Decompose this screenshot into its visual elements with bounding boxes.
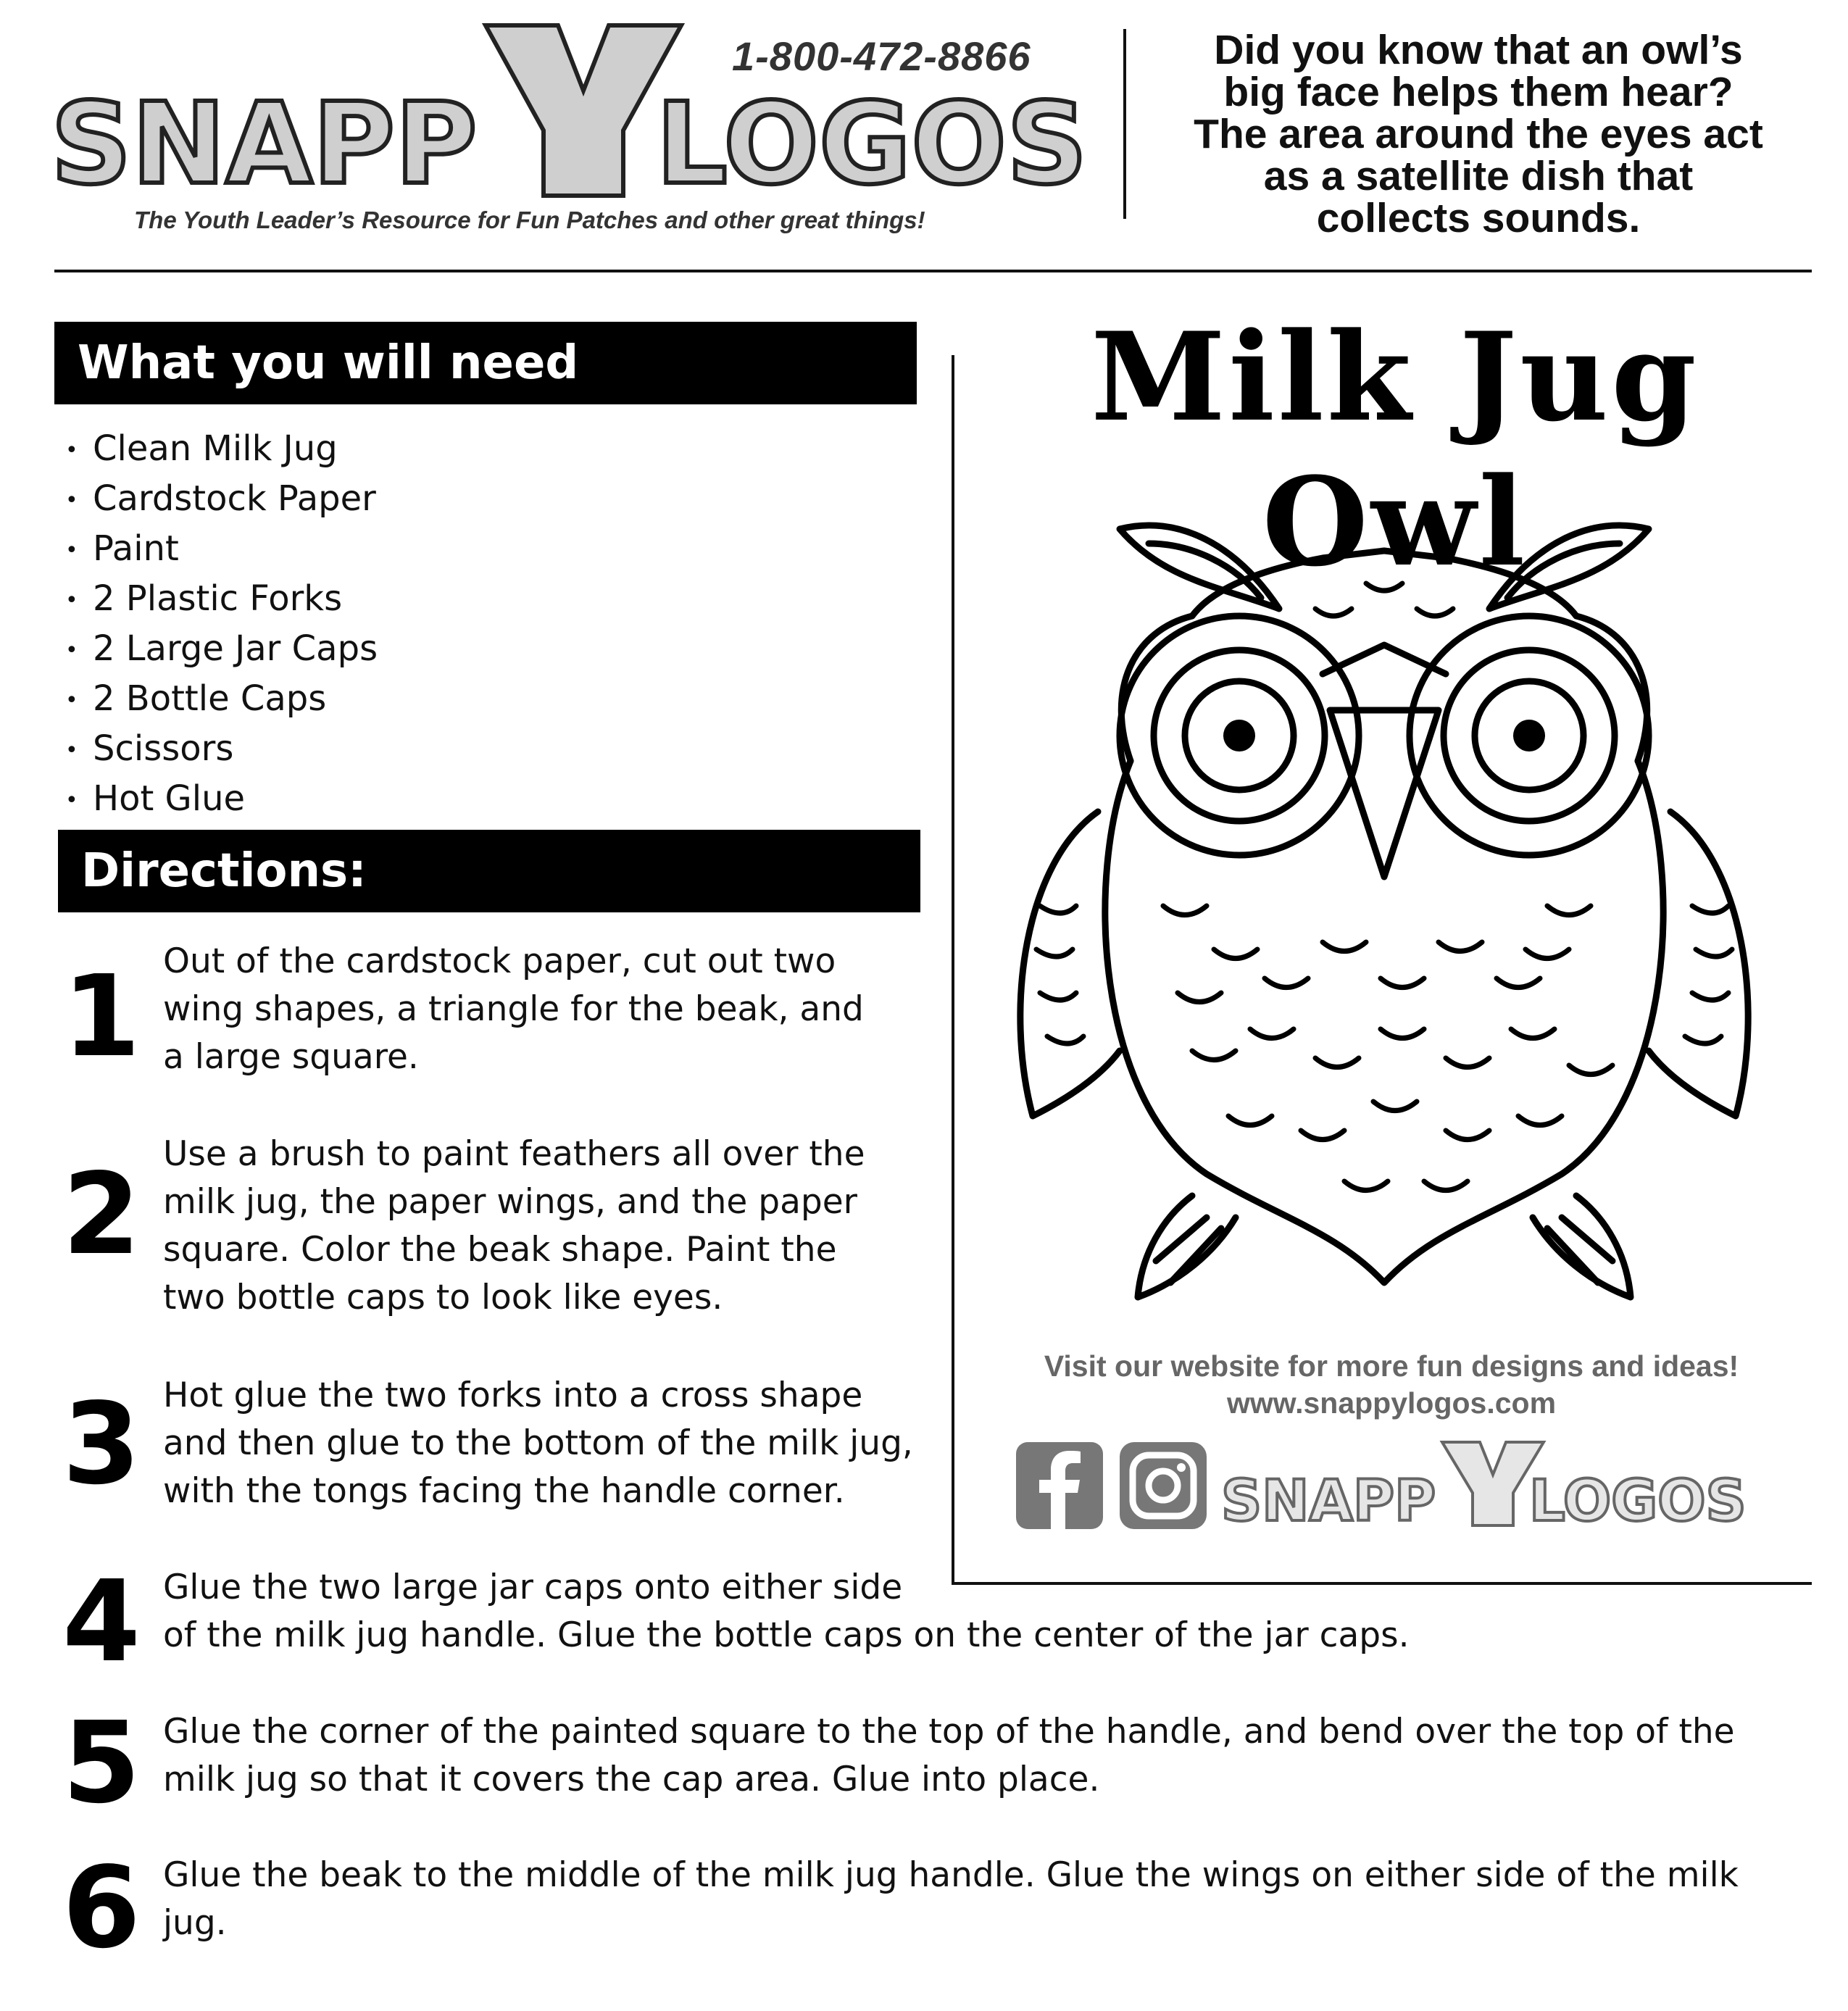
step-text: Use a brush to paint feathers all over the milk jug, the paper wings, and the paper square. Color the beak shape. Paint the two bottle caps to look like eyes. <box>163 1134 865 1317</box>
instagram-icon[interactable] <box>1120 1442 1207 1529</box>
supply-label: Paint <box>93 528 179 569</box>
svg-text:SNAPP: SNAPP <box>51 78 478 209</box>
supply-label: 2 Bottle Caps <box>93 678 327 719</box>
list-item <box>65 475 378 525</box>
facebook-icon[interactable] <box>1016 1442 1103 1529</box>
header-divider <box>1123 29 1126 219</box>
list-item <box>65 575 378 625</box>
list-item <box>65 725 378 775</box>
supply-label: Hot Glue <box>93 778 246 819</box>
supply-label: 2 Plastic Forks <box>93 578 343 619</box>
svg-text:LOGOS: LOGOS <box>1529 1469 1747 1534</box>
list-item <box>65 775 378 825</box>
directions-heading: Directions: <box>58 830 920 912</box>
bullet: • <box>65 488 78 513</box>
header-rule <box>54 270 1812 272</box>
needs-heading: What you will need <box>54 322 917 404</box>
bullet: • <box>65 638 78 663</box>
step-number: 6 <box>62 1842 141 1973</box>
step-number: 3 <box>62 1378 141 1510</box>
step-text: Glue the two large jar caps onto either side of the milk jug handle. Glue the bottle caps on the center of the jar caps. <box>163 1567 1410 1655</box>
supplies-list <box>65 425 378 825</box>
box-bottom-border <box>952 1582 1812 1585</box>
visit-website-text: Visit our website for more fun designs and ideas! <box>1044 1349 1739 1383</box>
tagline: The Youth Leader’s Resource for Fun Patches and other great things! <box>134 207 925 233</box>
bullet: • <box>65 588 78 613</box>
step-text: Out of the cardstock paper, cut out two wing shapes, a triangle for the beak, and a large square. <box>163 941 864 1077</box>
supply-label: 2 Large Jar Caps <box>93 628 378 669</box>
step-number: 1 <box>62 951 141 1082</box>
bullet: • <box>65 738 78 763</box>
owl-illustration <box>975 500 1794 1348</box>
bullet: • <box>65 688 78 713</box>
step-number: 5 <box>62 1697 141 1828</box>
phone-number: 1-800-472-8866 <box>732 33 1031 79</box>
craft-title: Milk Jug Owl <box>1091 305 1699 594</box>
list-item <box>65 525 378 575</box>
owl-fact: Did you know that an owl’s big face helps them hear? The area around the eyes act as a satellite dish that collects sounds. <box>1194 27 1763 241</box>
snappylogos-logo-small <box>1218 1420 1765 1536</box>
step-number: 2 <box>62 1149 141 1280</box>
svg-text:LOGOS: LOGOS <box>656 78 1088 209</box>
step-text: Glue the beak to the middle of the milk jug handle. Glue the wings on either side of the milk jug. <box>163 1855 1739 1943</box>
list-item <box>65 625 378 675</box>
step-number: 4 <box>62 1556 141 1687</box>
supply-label: Clean Milk Jug <box>93 428 338 469</box>
step-text: Hot glue the two forks into a cross shape and then glue to the bottom of the milk jug, with the tongs facing the handle corner. <box>163 1375 913 1511</box>
bullet: • <box>65 438 78 463</box>
supply-label: Scissors <box>93 728 234 769</box>
website-link[interactable]: www.snappylogos.com <box>1226 1386 1557 1420</box>
box-left-border <box>952 355 954 1585</box>
list-item <box>65 675 378 725</box>
step-text: Glue the corner of the painted square to the top of the handle, and bend over the top of the milk jug so that it covers the cap area. Glue into place. <box>163 1712 1735 1799</box>
bullet: • <box>65 788 78 813</box>
list-item <box>65 425 378 475</box>
supply-label: Cardstock Paper <box>93 478 376 519</box>
bullet: • <box>65 538 78 563</box>
svg-text:SNAPP: SNAPP <box>1221 1469 1436 1534</box>
